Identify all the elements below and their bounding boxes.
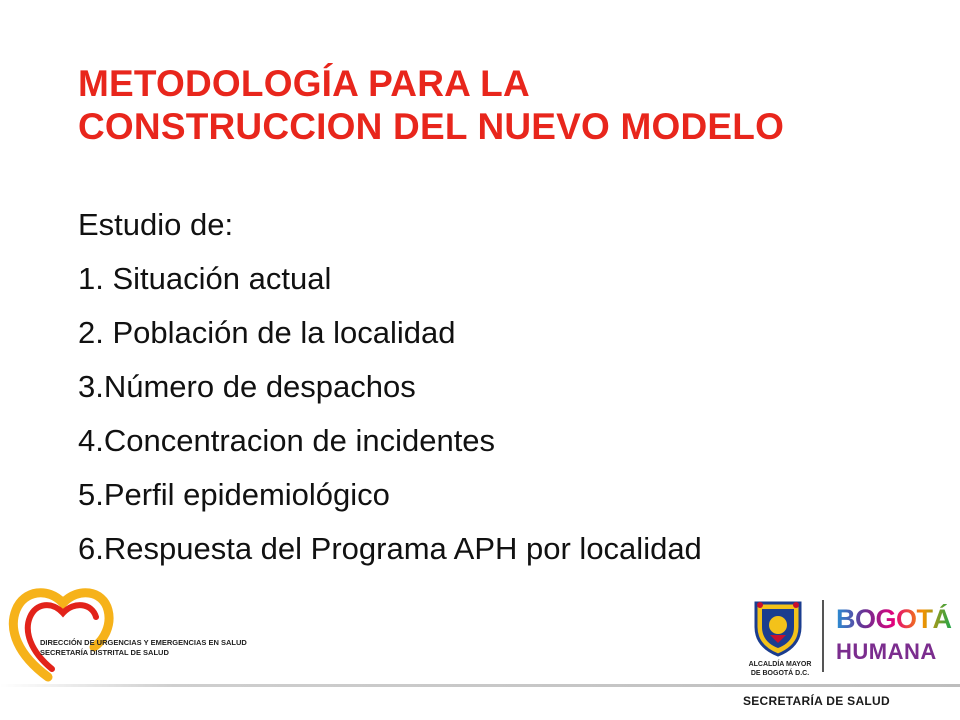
logo-divider xyxy=(822,600,824,672)
coat-of-arms-icon xyxy=(748,597,808,657)
crest-caption xyxy=(740,660,820,678)
slide-title-line-2: CONSTRUCCION DEL NUEVO MODELO xyxy=(78,106,785,147)
slide-title-line-1: METODOLOGÍA PARA LA xyxy=(78,63,530,104)
list-item: 2. Población de la localidad xyxy=(78,315,456,350)
bogota-humana-logo xyxy=(836,604,952,634)
left-logo-caption xyxy=(40,638,247,658)
footer-org-name: SECRETARÍA DE SALUD xyxy=(742,694,890,708)
crest-line-2: DE BOGOTÁ D.C. xyxy=(750,670,810,677)
left-logo-line-2: SECRETARÍA DISTRITAL DE SALUD xyxy=(40,648,169,657)
heart-logo-icon xyxy=(8,585,247,685)
slide-title xyxy=(78,62,938,148)
list-item: 1. Situación actual xyxy=(78,261,332,296)
list-item: 4.Concentracion de incidentes xyxy=(78,423,496,458)
left-logo-line-1: DIRECCIÓN DE URGENCIAS Y EMERGENCIAS EN SALUD xyxy=(40,638,247,647)
slide-body xyxy=(78,198,938,576)
list-item: 5.Perfil epidemiológico xyxy=(78,477,390,512)
footer-rule xyxy=(0,684,960,687)
crest-line-1: ALCALDÍA MAYOR xyxy=(748,661,812,668)
brand-line-1: BOGOTÁ xyxy=(836,604,952,634)
intro-text: Estudio de: xyxy=(78,207,234,242)
brand-line-2: HUMANA xyxy=(836,639,937,664)
list-item: 3.Número de despachos xyxy=(78,369,416,404)
list-item: 6.Respuesta del Programa APH por localidad xyxy=(78,531,702,566)
